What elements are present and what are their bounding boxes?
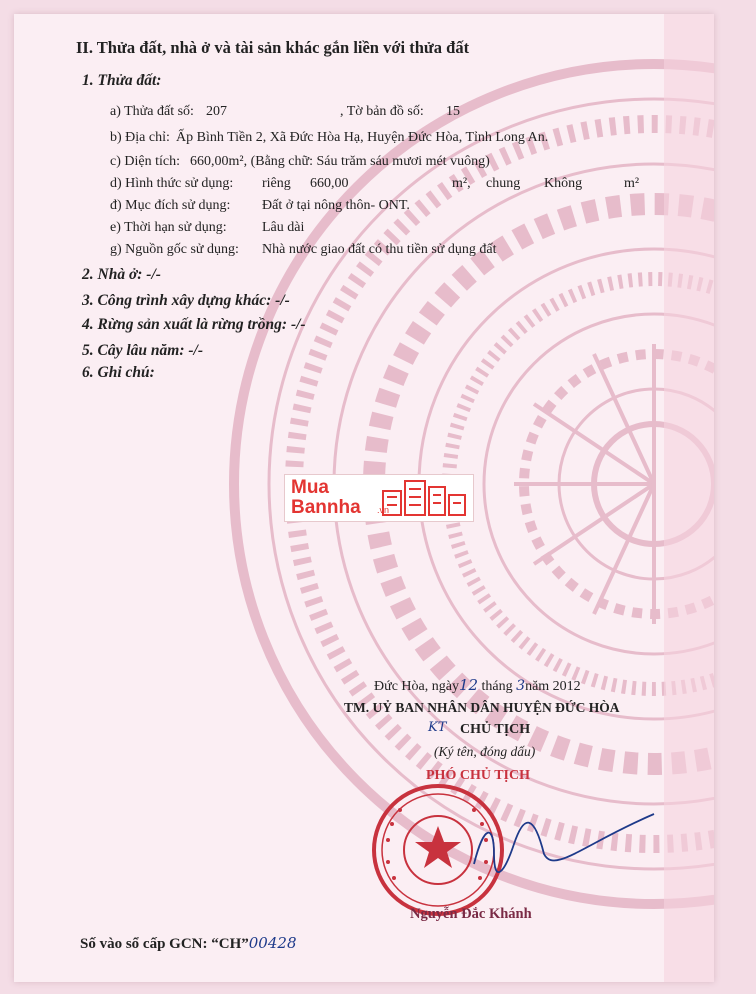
origin-label: g) Nguồn gốc sử dụng: — [110, 242, 239, 257]
map-sheet-label: , Tờ bản đồ số: — [340, 104, 424, 119]
date-year: năm 2012 — [525, 679, 581, 694]
usage-shared-value: Không — [544, 176, 583, 191]
signature-stroke — [464, 804, 664, 884]
muabannha-logo — [284, 474, 474, 522]
gcn-label: Số vào sổ cấp GCN: “CH” — [80, 936, 249, 952]
chairman-title: CHỦ TỊCH — [460, 722, 531, 737]
construction-heading: 3. Công trình xây dựng khác: -/- — [82, 292, 290, 309]
date-day: 12 — [458, 676, 479, 694]
purpose-label: đ) Mục đích sử dụng: — [110, 198, 231, 213]
term-value: Lâu dài — [262, 220, 305, 235]
area-value: 660,00m², (Bằng chữ: Sáu trăm sáu mươi mét vuông) — [190, 154, 490, 169]
date-month-label: tháng — [481, 679, 513, 694]
certificate-page — [14, 14, 714, 982]
address-value: Ấp Bình Tiền 2, Xã Đức Hòa Hạ, Huyện Đức Hòa, Tỉnh Long An. — [176, 130, 549, 145]
gcn-number-value: 00428 — [248, 934, 297, 952]
origin-value: Nhà nước giao đất có thu tiền sử dụng đất — [262, 242, 497, 257]
forest-heading: 4. Rừng sản xuất là rừng trồng: -/- — [82, 316, 306, 333]
notes-heading: 6. Ghi chú: — [82, 364, 155, 381]
logo-line-2: Bannha — [291, 497, 361, 518]
address-label: b) Địa chỉ: — [110, 130, 170, 145]
parcel-number-label: a) Thửa đất số: — [110, 104, 194, 119]
date-month: 3 — [516, 678, 526, 694]
usage-form-label: d) Hình thức sử dụng: — [110, 176, 234, 191]
gcn-number — [80, 934, 296, 953]
buildings-icon — [381, 477, 467, 517]
usage-unit-2: m² — [624, 176, 640, 191]
usage-private-label: riêng — [262, 176, 291, 191]
place-date — [374, 676, 581, 695]
kt-handwritten: KT — [428, 720, 447, 735]
vice-chairman-title: PHÓ CHỦ TỊCH — [426, 768, 530, 783]
area-label: c) Diện tích: — [110, 154, 180, 169]
usage-private-value: 660,00 — [310, 176, 349, 191]
term-label: e) Thời hạn sử dụng: — [110, 220, 227, 235]
usage-shared-label: chung — [486, 176, 521, 191]
signer-name: Nguyễn Đắc Khánh — [410, 906, 532, 922]
usage-unit-1: m², — [452, 176, 471, 191]
map-sheet-value: 15 — [446, 104, 460, 119]
purpose-value: Đất ở tại nông thôn- ONT. — [262, 198, 410, 213]
land-heading: 1. Thửa đất: — [82, 72, 162, 89]
issuing-org: TM. UỶ BAN NHÂN DÂN HUYỆN ĐỨC HÒA — [344, 700, 620, 715]
logo-suffix: .vn — [377, 505, 390, 515]
logo-line-1: Mua — [291, 477, 329, 498]
sign-note: (Ký tên, đóng dấu) — [434, 744, 536, 759]
place-date-prefix: Đức Hòa, ngày — [374, 679, 459, 694]
section-title: II. Thửa đất, nhà ở và tài sản khác gắn liền với thửa đất — [76, 38, 470, 57]
house-heading: 2. Nhà ở: -/- — [82, 266, 161, 283]
parcel-number-value: 207 — [206, 104, 227, 119]
perennial-heading: 5. Cây lâu năm: -/- — [82, 342, 203, 359]
